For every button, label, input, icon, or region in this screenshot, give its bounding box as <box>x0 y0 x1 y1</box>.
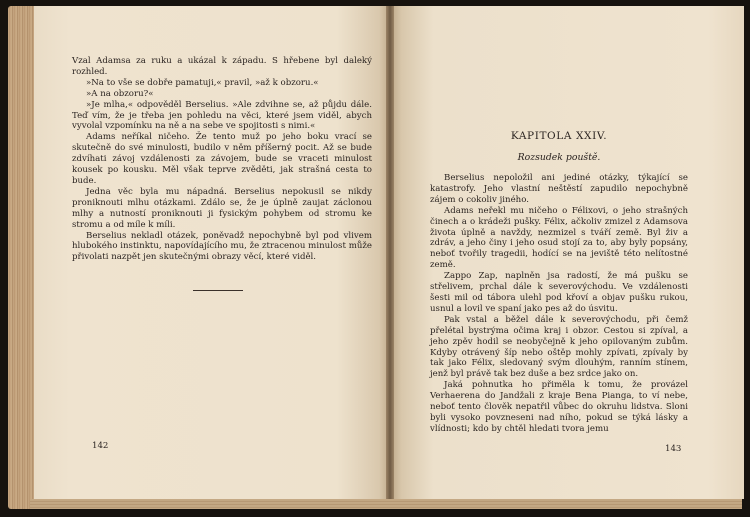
paragraph: Pak vstal a běžel dále k severovýchodu, při čemž přelétal bystrýma očima kraj i obzor. Cestou si zpíval, a jeho zpěv hodil se neobyčejně k jeho opilovaným zubům. Kdyby otrávený šíp nebo oštěp mohly zpívati, zpívaly by tak jako Félix, sledovaný svým dlouhým, ranním stínem, jenž byl právě tak bez duše a bez srdce jako on. <box>430 314 688 380</box>
page-number-left: 142 <box>92 441 109 451</box>
paragraph: »Je mlha,« odpověděl Berselius. »Ale zdvihne se, až půjdu dále. Teď vím, že je třeba jen pohledu na věci, které jsem viděl, abych vyvolal vzpomínku na ně a na sebe ve spojitosti s nimi.« <box>72 99 372 132</box>
page-edges-left <box>8 6 36 509</box>
paragraph: Adams neříkal ničeho. Že tento muž po jeho boku vrací se skutečně do své minulosti, budilo v něm příšerný pocit. Až se bude zdvíhati závoj vzdálenosti za závojem, bude se vraceti minulost kousek po kousku. Měl však teprve zvěděti, jak strašná cesta to bude. <box>72 132 372 186</box>
paragraph: Berselius nekladl otázek, poněvadž nepochybně byl pod vlivem hlubokého instinktu, napovídajícího mu, že ztracenou minulost může přivolati nazpět jen skutečnými obrazy věcí, které viděl. <box>72 230 372 263</box>
paragraph: Berselius nepoložil ani jediné otázky, týkající se katastrofy. Jeho vlastní neštěstí zapudilo nepochybně zájem o cokoliv jiného. <box>430 173 688 205</box>
left-page-text <box>72 56 372 263</box>
section-separator-line <box>193 290 243 291</box>
paragraph: Vzal Adamsa za ruku a ukázal k západu. S hřebene byl daleký rozhled. <box>72 56 372 77</box>
paragraph: Zappo Zap, naplněn jsa radostí, že má pušku se střelivem, prchal dále k severovýchodu. Ve vzdálenosti šesti mil od tábora ulehl pod křoví a objav pušku rukou, usnul a lovil ve spaní jako pes až do úsvitu. <box>430 271 688 314</box>
page-edges-bottom <box>30 499 742 509</box>
chapter-subtitle: Rozsudek pouště. <box>517 152 601 163</box>
page-number-right: 143 <box>665 444 682 454</box>
paragraph: »A na obzoru?« <box>86 88 154 99</box>
book-gutter <box>386 6 394 499</box>
right-page-text <box>430 173 688 435</box>
paragraph: Adams neřekl mu ničeho o Félixovi, o jeho strašných činech a o krádeži pušky. Félix, ačkoliv zmizel z Adamsova života úplně a navždy, nezmizel s tváří země. Byl živ a zdráv, a jeho činy i jeho osud stojí za to, aby byly popsány, neboť tvořily tragedii, hodící se na jeviště této nelítostné země. <box>430 205 688 271</box>
paragraph: »Na to vše se dobře pamatuji,« pravil, »až k obzoru.« <box>86 77 319 88</box>
paragraph: Jedna věc byla mu nápadná. Berselius nepokusil se nikdy proniknouti mlhu otázkami. Zdálo se, že je úplně zaujat záclonou mlhy a nutností proniknouti ji fysickým pohybem od stromu ke stromu a od míle k míli. <box>72 186 372 230</box>
paragraph: Jaká pohnutka ho přiměla k tomu, že provázel Verhaerena do Jandžali z kraje Bena Pianga, to ví nebe, neboť tento člověk nepatřil vůbec do okruhu lidstva. Sloni byli vysoko povzneseni nad ního, pokud se týká lásky a vlídnosti; kdo by chtěl hledati tvora jemu <box>430 380 688 434</box>
chapter-title: KAPITOLA XXIV. <box>510 130 608 142</box>
